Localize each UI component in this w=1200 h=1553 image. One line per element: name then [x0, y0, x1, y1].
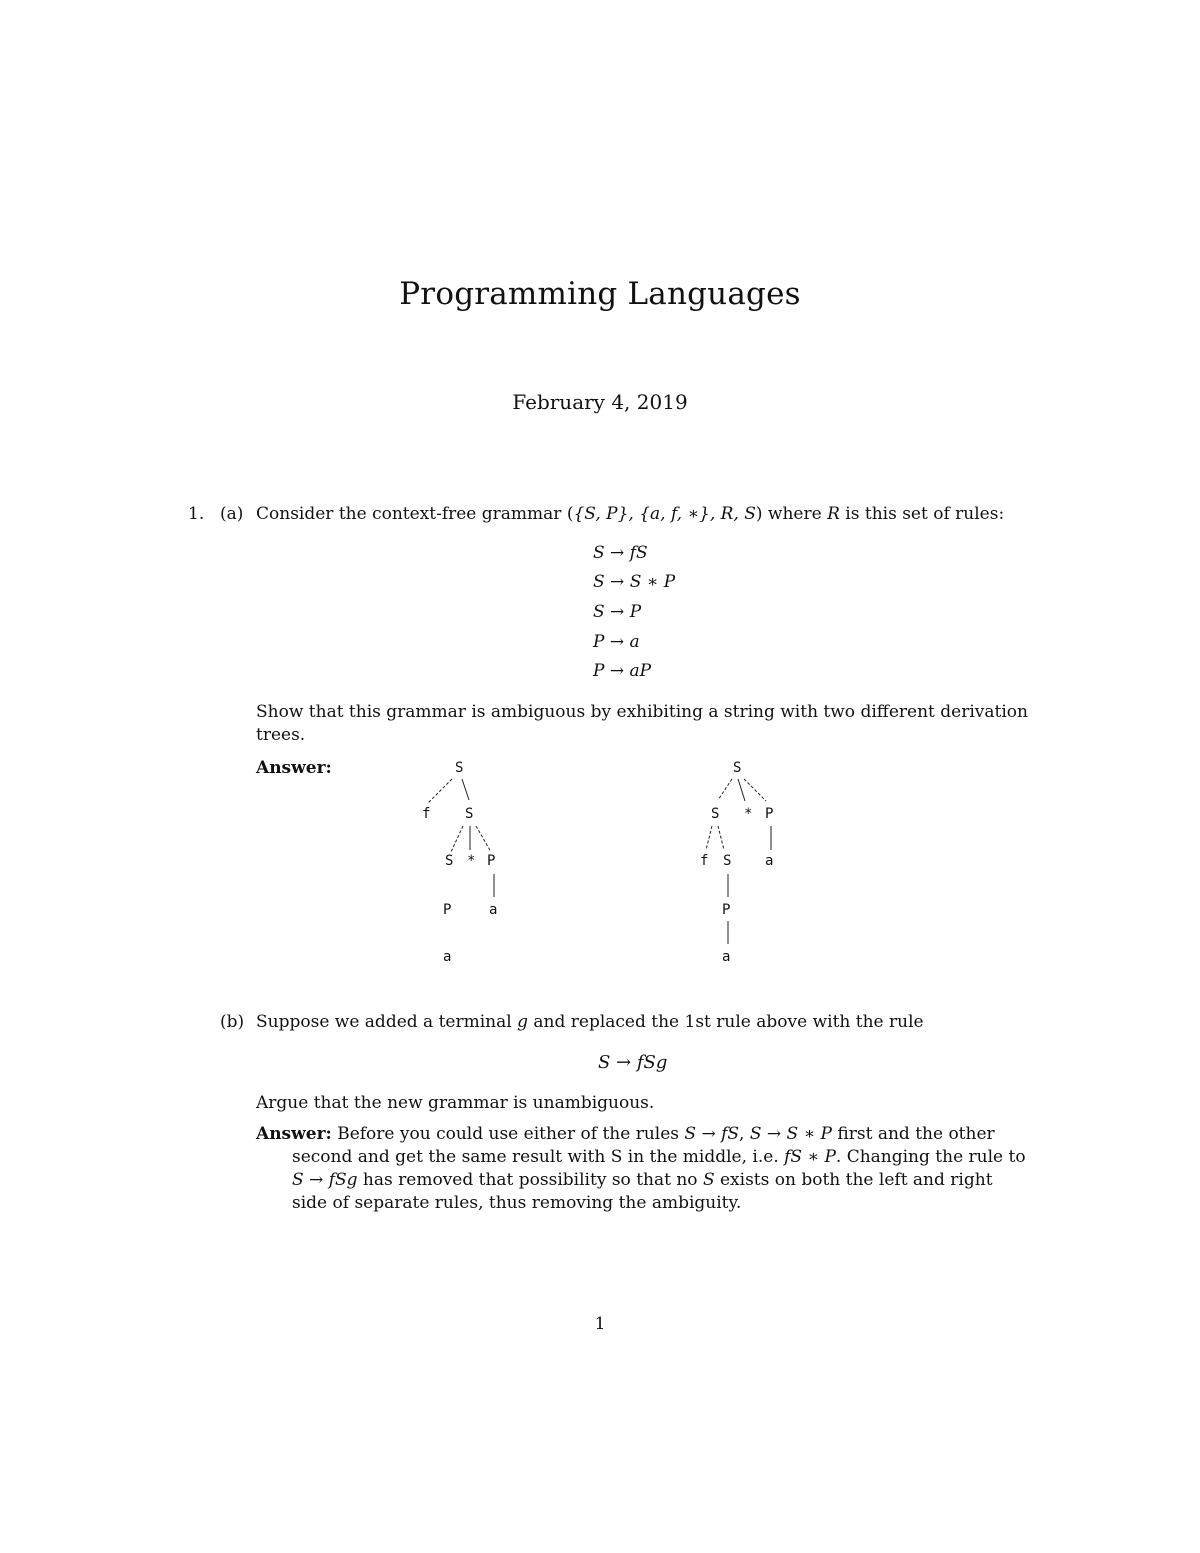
- tree1-node: S: [445, 853, 454, 869]
- tree2-node: P: [765, 806, 774, 822]
- grammar-rule: P → a: [593, 632, 640, 652]
- document-title: Programming Languages: [399, 276, 801, 312]
- part-b-intro: [256, 1011, 924, 1034]
- tree2-node: a: [765, 853, 774, 869]
- new-grammar-rule: S → fSg: [598, 1052, 668, 1073]
- grammar-rule: S → S ∗ P: [593, 572, 676, 592]
- part-b-intro-suffix: and replaced the 1st rule above with the rule: [527, 1012, 924, 1032]
- tree1-node: *: [467, 853, 476, 869]
- tree2-edge: [738, 779, 745, 801]
- answer-text: second and get the same result with S in the middle, i.e.: [292, 1147, 785, 1167]
- part-a-intro-mid: ) where: [755, 504, 828, 524]
- tree2-node: a: [722, 949, 731, 965]
- part-a-intro-suffix: is this set of rules:: [839, 504, 1005, 524]
- answer-text: . Changing the rule to: [835, 1147, 1026, 1167]
- answer-text: Before you could use either of the rules: [331, 1124, 685, 1144]
- tree1-edge: [462, 779, 469, 800]
- tree2-node: P: [722, 902, 731, 918]
- answer-text: ,: [739, 1124, 750, 1144]
- grammar-tuple: {S, P}, {a, f, ∗}, R, S: [573, 504, 756, 524]
- part-a-instruction-line2: trees.: [256, 725, 306, 745]
- rules-set-symbol: R: [827, 504, 840, 524]
- document-date: February 4, 2019: [512, 390, 688, 414]
- tree2-edge: [706, 826, 712, 850]
- answer-math: fS ∗ P: [784, 1147, 836, 1167]
- part-b-label: (b): [220, 1012, 245, 1032]
- part-a-intro-prefix: Consider the context-free grammar (: [256, 504, 574, 524]
- tree2-edge: [718, 826, 724, 850]
- tree1-edge: [428, 779, 452, 803]
- part-b-answer-line3: [292, 1169, 993, 1192]
- tree2-node: S: [711, 806, 720, 822]
- tree2-node: f: [700, 853, 709, 869]
- answer-math: S → S ∗ P: [749, 1124, 832, 1144]
- tree2-edges: [706, 779, 774, 944]
- tree2-node: S: [723, 853, 732, 869]
- part-a-label: (a): [220, 504, 244, 524]
- part-b-answer-line2: [292, 1146, 1026, 1169]
- grammar-rule: S → P: [593, 602, 642, 622]
- answer-math: S → fSg: [292, 1170, 358, 1190]
- tree1-node: P: [487, 853, 496, 869]
- part-a-answer-label: Answer:: [256, 758, 332, 778]
- answer-math: S → fS: [684, 1124, 740, 1144]
- part-b-intro-prefix: Suppose we added a terminal: [256, 1012, 518, 1032]
- tree1-node: a: [489, 902, 498, 918]
- tree1-edge: [451, 826, 463, 852]
- part-b-answer-label: Answer:: [256, 1124, 332, 1144]
- tree1-edge: [476, 826, 491, 852]
- answer-text: exists on both the left and right: [714, 1170, 993, 1190]
- answer-text: first and the other: [832, 1124, 995, 1144]
- answer-text: has removed that possibility so that no: [357, 1170, 703, 1190]
- tree1-node: P: [443, 902, 452, 918]
- terminal-g: g: [517, 1012, 528, 1032]
- tree2-root-node: S: [733, 760, 742, 776]
- tree1-node: S: [465, 806, 474, 822]
- tree2-edge: [744, 779, 766, 801]
- part-b-answer-line1: [256, 1123, 995, 1146]
- answer-math: S: [702, 1170, 715, 1190]
- part-a-instruction-line1: Show that this grammar is ambiguous by exhibiting a string with two different derivation: [256, 702, 1028, 722]
- grammar-rule: P → aP: [593, 661, 652, 681]
- tree2-edge: [718, 779, 732, 800]
- tree1-node: f: [422, 806, 431, 822]
- part-b-instruction: Argue that the new grammar is unambiguous.: [256, 1093, 655, 1113]
- tree1-root-node: S: [455, 760, 464, 776]
- page-number: 1: [594, 1314, 606, 1334]
- part-b-answer-line4: side of separate rules, thus removing the ambiguity.: [292, 1193, 742, 1213]
- question-number: 1.: [188, 504, 205, 524]
- tree2-node: *: [744, 806, 753, 822]
- tree1-node: a: [443, 949, 452, 965]
- grammar-rule: S → fS: [593, 543, 648, 563]
- tree1-edges: [428, 779, 494, 897]
